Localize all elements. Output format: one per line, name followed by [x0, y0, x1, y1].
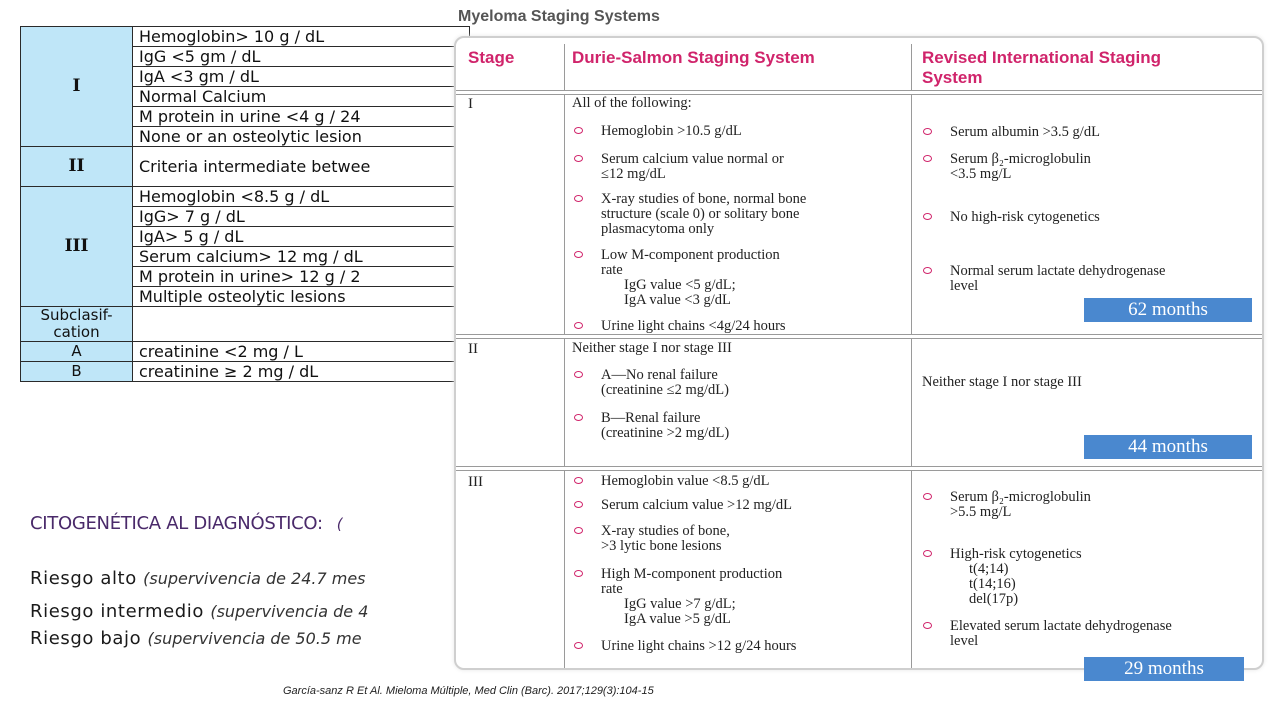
- row-ii-ds-2a: B—Renal failure: [601, 410, 701, 426]
- stage-i-criterion: IgG <5 gm / dL: [133, 47, 470, 67]
- row-iii-ds-3a: X-ray studies of bone,: [601, 523, 730, 539]
- risk-mid-label: Riesgo intermedio: [30, 601, 204, 622]
- row-i-ds-4a: Low M-component production: [601, 247, 780, 263]
- row-iii-ds-4b: rate: [601, 581, 623, 597]
- row-ii-ds-intro: Neither stage I nor stage III: [572, 340, 732, 356]
- row-i-riss-3: No high-risk cytogenetics: [950, 209, 1100, 225]
- row-iii-riss-2-t2: t(14;16): [969, 576, 1016, 592]
- row-i-ds-1: Hemoglobin >10.5 g/dL: [601, 123, 742, 139]
- row-iii-ds-2: Serum calcium value >12 mg/dL: [601, 497, 792, 513]
- bullet-icon: [574, 414, 583, 421]
- row-i-riss-4b: level: [950, 278, 979, 294]
- row-iii-riss-1b: >5.5 mg/L: [950, 504, 1012, 520]
- stage-i-criterion: IgA <3 gm / dL: [133, 67, 470, 87]
- bullet-icon: [923, 493, 932, 500]
- header-stage: Stage: [468, 48, 515, 67]
- risk-mid-line: [30, 601, 368, 622]
- stage-iii-criterion: Serum calcium> 12 mg / dL: [133, 247, 470, 267]
- stage-i-criterion: Normal Calcium: [133, 87, 470, 107]
- row-i-ds-4c: IgG value <5 g/dL;: [624, 277, 736, 293]
- bullet-icon: [574, 501, 583, 508]
- panel-title: Myeloma Staging Systems: [458, 8, 660, 25]
- stage-iii-criterion: Hemoglobin <8.5 g / dL: [133, 187, 470, 207]
- row-i-ds-4b: rate: [601, 262, 623, 278]
- cytogenetics-title: [30, 513, 342, 534]
- row-ii-ds-1a: A—No renal failure: [601, 367, 718, 383]
- bullet-icon: [574, 371, 583, 378]
- sub-a-cell: A: [21, 342, 133, 362]
- bullet-icon: [574, 195, 583, 202]
- row-ii-ds-2b: (creatinine >2 mg/dL): [601, 425, 730, 441]
- row-i-ds-4d: IgA value <3 g/dL: [624, 292, 731, 308]
- row-i-ds-2b: ≤12 mg/dL: [601, 166, 666, 182]
- row-divider: [456, 334, 1262, 339]
- row-iii-riss-2: High-risk cytogenetics: [950, 546, 1082, 562]
- stage-i-criterion: M protein in urine <4 g / 24: [133, 107, 470, 127]
- bullet-icon: [574, 570, 583, 577]
- bullet-icon: [923, 213, 932, 220]
- risk-mid-note: (supervivencia de 4: [210, 602, 369, 621]
- row-ii-ds-1b: (creatinine ≤2 mg/dL): [601, 382, 729, 398]
- row-i-riss-4a: Normal serum lactate dehydrogenase: [950, 263, 1166, 279]
- row-i-riss-2a: Serum β₂-microglobulin: [950, 151, 1091, 167]
- row-iii-ds-4c: IgG value >7 g/dL;: [624, 596, 736, 612]
- cytogenetics-title-suffix: (: [336, 515, 343, 533]
- staging-panel: [454, 36, 1264, 670]
- months-badge-stage-iii: 29 months: [1084, 657, 1244, 681]
- row-iii-ds-4a: High M-component production: [601, 566, 783, 582]
- risk-high-label: Riesgo alto: [30, 568, 137, 589]
- row-i-ds-intro: All of the following:: [572, 95, 692, 111]
- durie-salmon-table: [20, 26, 470, 382]
- bullet-icon: [923, 155, 932, 162]
- subclassification-empty: [133, 307, 470, 342]
- risk-high-line: [30, 568, 366, 589]
- row-iii-riss-2-t1: t(4;14): [969, 561, 1009, 577]
- header-durie-salmon: Durie-Salmon Staging System: [572, 48, 815, 67]
- column-divider: [911, 44, 912, 668]
- months-badge-stage-ii: 44 months: [1084, 435, 1252, 459]
- stage-i-cell: I: [21, 27, 133, 147]
- stage-ii-criterion: Criteria intermediate betwee: [133, 147, 470, 187]
- row-iii-ds-4d: IgA value >5 g/dL: [624, 611, 731, 627]
- bullet-icon: [574, 127, 583, 134]
- citation: García-sanz R Et Al. Mieloma Múltiple, Med Clin (Barc). 2017;129(3):104-15: [283, 685, 654, 697]
- bullet-icon: [574, 527, 583, 534]
- row-iii-riss-3b: level: [950, 633, 979, 649]
- row-iii-ds-5: Urine light chains >12 g/24 hours: [601, 638, 797, 654]
- row-i-ds-3b: structure (scale 0) or solitary bone: [601, 206, 800, 222]
- stage-iii-criterion: IgA> 5 g / dL: [133, 227, 470, 247]
- header-riss-2: System: [922, 68, 983, 87]
- bullet-icon: [923, 128, 932, 135]
- bullet-icon: [574, 322, 583, 329]
- row-iii-riss-2-t3: del(17p): [969, 591, 1019, 607]
- sub-b-criterion: creatinine ≥ 2 mg / dL: [133, 362, 470, 382]
- stage-iii-criterion: IgG> 7 g / dL: [133, 207, 470, 227]
- bullet-icon: [923, 550, 932, 557]
- row-iii-riss-3a: Elevated serum lactate dehydrogenase: [950, 618, 1172, 634]
- column-divider: [564, 44, 565, 668]
- header-riss-1: Revised International Staging: [922, 48, 1161, 67]
- risk-low-line: [30, 628, 362, 649]
- stage-i-criterion: None or an osteolytic lesion: [133, 127, 470, 147]
- stage-iii-criterion: Multiple osteolytic lesions: [133, 287, 470, 307]
- row-ii-riss: Neither stage I nor stage III: [922, 374, 1082, 390]
- bullet-icon: [923, 622, 932, 629]
- months-badge-stage-i: 62 months: [1084, 298, 1252, 322]
- row-iii-riss-1a: Serum β₂-microglobulin: [950, 489, 1091, 505]
- sub-b-cell: B: [21, 362, 133, 382]
- row-i-ds-5: Urine light chains <4g/24 hours: [601, 318, 786, 334]
- risk-high-note: (supervivencia de 24.7 mes: [143, 569, 366, 588]
- row-ii-stage: II: [468, 341, 478, 357]
- row-i-ds-3c: plasmacytoma only: [601, 221, 715, 237]
- risk-low-label: Riesgo bajo: [30, 628, 142, 649]
- stage-i-criterion: Hemoglobin> 10 g / dL: [133, 27, 470, 47]
- row-i-ds-2a: Serum calcium value normal or: [601, 151, 784, 167]
- bullet-icon: [574, 155, 583, 162]
- sub-a-criterion: creatinine <2 mg / L: [133, 342, 470, 362]
- subclassification-cell: Subclasif- cation: [21, 307, 133, 342]
- row-i-riss-1: Serum albumin >3.5 g/dL: [950, 124, 1100, 140]
- stage-ii-cell: II: [21, 147, 133, 187]
- bullet-icon: [574, 251, 583, 258]
- row-i-stage: I: [468, 96, 473, 112]
- stage-iii-criterion: M protein in urine> 12 g / 2: [133, 267, 470, 287]
- risk-low-note: (supervivencia de 50.5 me: [147, 629, 362, 648]
- row-iii-ds-3b: >3 lytic bone lesions: [601, 538, 722, 554]
- bullet-icon: [574, 477, 583, 484]
- row-i-ds-3a: X-ray studies of bone, normal bone: [601, 191, 807, 207]
- bullet-icon: [923, 267, 932, 274]
- row-i-riss-2b: <3.5 mg/L: [950, 166, 1012, 182]
- cytogenetics-title-text: CITOGENÉTICA AL DIAGNÓSTICO:: [30, 513, 323, 534]
- row-divider: [456, 466, 1262, 471]
- row-iii-ds-1: Hemoglobin value <8.5 g/dL: [601, 473, 770, 489]
- row-iii-stage: III: [468, 474, 483, 490]
- stage-iii-cell: III: [21, 187, 133, 307]
- bullet-icon: [574, 642, 583, 649]
